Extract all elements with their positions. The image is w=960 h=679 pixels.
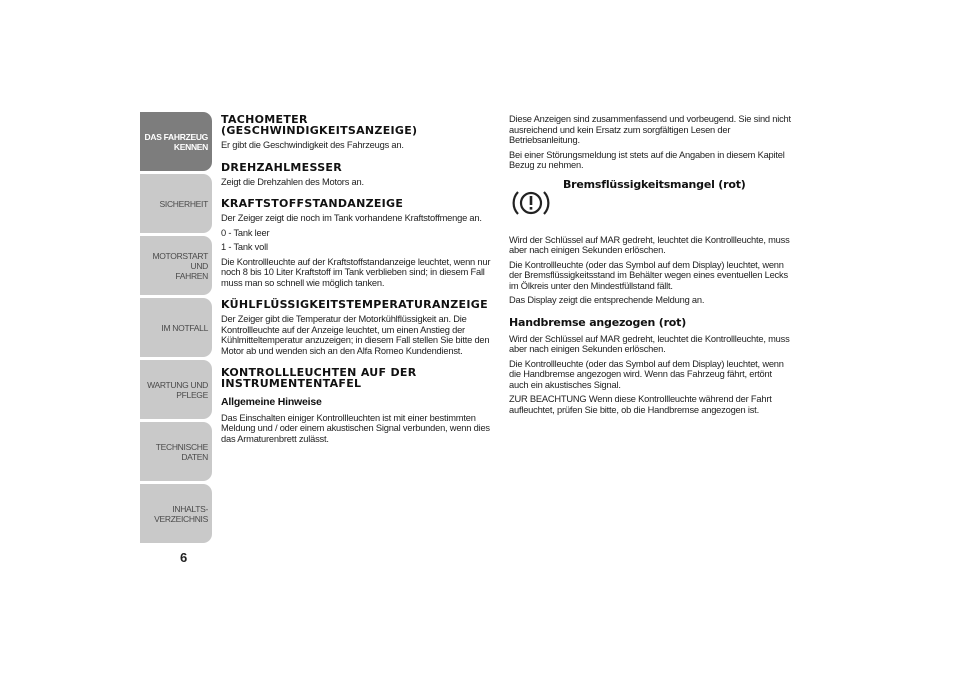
sidebar-item-das-fahrzeug-kennen[interactable]: DAS FAHRZEUG KENNEN: [140, 112, 212, 171]
page-number: 6: [180, 550, 188, 565]
warning-lights-heading: KONTROLLLEUCHTEN AUF DER INSTRUMENTENTAFEL: [221, 366, 417, 390]
handbrake-text-3: ZUR BEACHTUNG Wenn diese Kontrollleuchte während der Fahrt aufleuchtet, prüfen Sie bitte, ob die Handbremse angezogen ist.: [509, 394, 772, 415]
fuel-text: Der Zeiger zeigt die noch im Tank vorhandene Kraftstoffmenge an.: [221, 213, 482, 223]
coolant-heading: KÜHLFLÜSSIGKEITSTEMPERATURANZEIGE: [221, 298, 488, 311]
fuel-warning: Die Kontrollleuchte auf der Kraftstoffstandanzeige leuchtet, wenn nur noch 8 bis 10 Liter Kraftstoff im Tank verblieben sind; in diesem Fall muss man so schnell wie möglich tanken.: [221, 256, 491, 288]
right-column: [509, 114, 791, 419]
handbrake-text-2: Die Kontrollleuchte (oder das Symbol auf dem Display) leuchtet, wenn die Handbremse angezogen wird. Wenn das Fahrzeug fährt, ertönt auch ein akustisches Signal.: [509, 358, 784, 390]
coolant-text: Der Zeiger gibt die Temperatur der Motorkühlflüssigkeit an. Die Kontrollleuchte auf der Anzeige leuchtet, um einen Anstieg der Kühlmitteltemperatur anzuzeigen; in diesem Fall stellen Sie bitte den Motor ab und wenden sich an den Alfa Romeo Kundendienst.: [221, 314, 490, 356]
tacho-heading: TACHOMETER (GESCHWINDIGKEITSANZEIGE): [221, 113, 418, 137]
intro-text-1: Diese Anzeigen sind zusammenfassend und vorbeugend. Sie sind nicht ausreichend und kein Ersatz zum sorgfältigen Lesen der Betriebsanleitung.: [509, 114, 791, 145]
tacho-text: Er gibt die Geschwindigkeit des Fahrzeugs an.: [221, 140, 404, 150]
rpm-heading: DREHZAHLMESSER: [221, 160, 343, 174]
fuel-full: 1 - Tank voll: [221, 242, 268, 252]
brake-fluid-text-3: Das Display zeigt die entsprechende Meldung an.: [509, 295, 705, 305]
sidebar-item-technische-daten[interactable]: TECHNISCHE DATEN: [140, 422, 212, 481]
handbrake-heading: Handbremse angezogen (rot): [509, 315, 687, 329]
left-column: [221, 114, 501, 448]
brake-warning-icon: [509, 181, 553, 225]
chapter-sidebar: [140, 112, 212, 546]
sidebar-item-sicherheit[interactable]: SICHERHEIT: [140, 174, 212, 233]
intro-text-2: Bei einer Störungsmeldung ist stets auf die Angaben in diesem Kapitel Bezug zu nehmen.: [509, 149, 785, 170]
sidebar-item-im-notfall[interactable]: IM NOTFALL: [140, 298, 212, 357]
fuel-heading: KRAFTSTOFFSTANDANZEIGE: [221, 197, 404, 210]
brake-fluid-text-2: Die Kontrollleuchte (oder das Symbol auf dem Display) leuchtet, wenn der Bremsflüssigkeitsstand im Behälter wegen eines eventuellen Lecks im Ölkreis unter den Mindestfüllstand fällt.: [509, 259, 788, 291]
sidebar-item-inhaltsverzeichnis[interactable]: INHALTS- VERZEICHNIS: [140, 484, 212, 543]
handbrake-text-1: Wird der Schlüssel auf MAR gedreht, leuchtet die Kontrollleuchte, muss aber nach einigen Sekunden erlöschen.: [509, 333, 790, 354]
fuel-empty: 0 - Tank leer: [221, 227, 270, 238]
sidebar-item-motorstart-und-fahren[interactable]: MOTORSTART UND FAHREN: [140, 236, 212, 295]
general-notes-heading: Allgemeine Hinweise: [221, 396, 322, 408]
sidebar-item-wartung-und-pflege[interactable]: WARTUNG UND PFLEGE: [140, 360, 212, 419]
general-notes-text: Das Einschalten einiger Kontrollleuchten ist mit einer bestimmten Meldung und / oder einem akustischen Signal verbunden, wenn dies das Armaturenbrett zulässt.: [221, 412, 490, 444]
rpm-text: Zeigt die Drehzahlen des Motors an.: [221, 176, 364, 187]
brake-fluid-block: [509, 175, 791, 225]
brake-fluid-text-1: Wird der Schlüssel auf MAR gedreht, leuchtet die Kontrollleuchte, muss aber nach einigen Sekunden erlöschen.: [509, 234, 790, 255]
brake-fluid-heading: Bremsflüssigkeitsmangel (rot): [563, 177, 746, 191]
